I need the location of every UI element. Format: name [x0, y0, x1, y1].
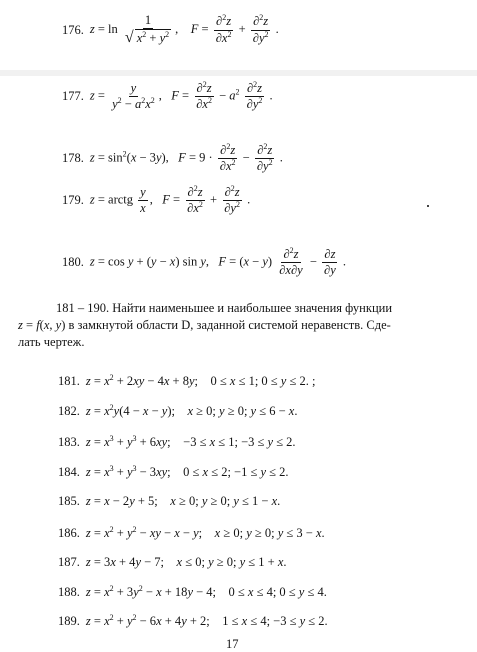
problem-number: 177.: [62, 89, 84, 104]
problem-number: 176.: [62, 22, 84, 37]
problem-183: [58, 435, 477, 450]
formula: z = cos y + (y − x) sin y, F = (x − y) $\frac{\partial^2z}{\partial x\partial y}$ − $\frac{\partial z}{\partial y}$ .: [89, 245, 347, 278]
formula: $z = x^2 + 3y^2 - x + 18y - 4$; 0 ≤ x ≤ 4; 0 ≤ y ≤ 4.: [85, 583, 327, 599]
problem-number: 186.: [58, 526, 80, 540]
problem-number: 188.: [58, 585, 80, 599]
task-line-2-text: в замкнутой области D, заданной системой неравенств. Сде-: [68, 318, 391, 332]
problem-187: [58, 555, 477, 570]
formula: z = 3x + 4y − 7; x ≤ 0; y ≥ 0; y ≤ 1 + x.: [85, 555, 287, 569]
problem-181: [58, 374, 477, 389]
problem-180: [62, 245, 477, 278]
scan-shadow: [0, 70, 477, 76]
formula: z = $\frac{y}{y^2 - a^2x^2}$ , F = $\frac{\partial^2z}{\partial x^2}$ − $a^2$ $\frac{\partial^2z}{\partial y^2}$ .: [89, 79, 273, 112]
problem-number: 189.: [58, 614, 80, 628]
task-paragraph: [18, 300, 458, 351]
formula: z = x − 2y + 5; x ≥ 0; y ≥ 0; y ≤ 1 − x.: [85, 494, 281, 508]
problem-188: [58, 585, 477, 600]
problem-177: [62, 79, 477, 112]
problem-182: [58, 404, 477, 419]
formula: z = ln $\frac{1}{√ x^2 + y^2}$ , F = $\frac{\partial^2z}{\partial x^2}$ + $\frac{\partial^2z}{\partial y^2}$ .: [89, 13, 279, 47]
problem-179: [62, 183, 477, 216]
problem-186: [58, 526, 477, 541]
page-number: 17: [226, 637, 239, 651]
problem-number: 182.: [58, 404, 80, 418]
problem-184: [58, 465, 477, 480]
problem-178: [62, 141, 477, 174]
task-line-3: лать чертеж.: [18, 335, 85, 349]
task-line-1: 181 – 190. Найти наименьшее и наибольшее значения функции: [56, 301, 393, 315]
formula: $z = x^2y(4 - x - y)$; x ≥ 0; y ≥ 0; y ≤ 6 − x.: [85, 402, 298, 418]
problem-number: 180.: [62, 255, 84, 270]
problem-189: [58, 614, 477, 629]
formula: z = arctg $\frac{y}{x}$ , F = $\frac{\partial^2z}{\partial x^2}$ + $\frac{\partial^2z}{\partial y^2}$ .: [89, 183, 251, 216]
problem-number: 185.: [58, 494, 80, 508]
problem-176: [62, 14, 477, 46]
problem-185: [58, 494, 477, 509]
formula: $z = x^2 + y^2$ − xy − x − y; x ≥ 0; y ≥ 0; y ≤ 3 − x.: [85, 524, 325, 540]
formula: $z = x^2 + 2xy - 4x + 8y$; 0 ≤ x ≤ 1; 0 ≤ y ≤ 2. ;: [85, 372, 316, 388]
formula: $z = x^2 + y^2 - 6x + 4y + 2$; 1 ≤ x ≤ 4; −3 ≤ y ≤ 2.: [85, 612, 328, 628]
task-line-2: z = f(x, y) в замкнутой области D, заданной системой неравенств. Сде-: [18, 318, 391, 332]
formula: $z = x^3 + y^3 + 6xy$; −3 ≤ x ≤ 1; −3 ≤ y ≤ 2.: [85, 433, 296, 449]
problem-number: 179.: [62, 193, 84, 208]
problem-number: 181.: [58, 374, 80, 388]
problem-number: 184.: [58, 465, 80, 479]
formula: $z = x^3 + y^3 - 3xy$; 0 ≤ x ≤ 2; −1 ≤ y ≤ 2.: [85, 463, 289, 479]
problem-number: 183.: [58, 435, 80, 449]
problem-number: 187.: [58, 555, 80, 569]
problem-number: 178.: [62, 151, 84, 166]
formula: $z = \sin^2(x - 3y)$, F = 9 · $\frac{\partial^2z}{\partial x^2}$ − $\frac{\partial^2z}{\partial y^2}$ .: [89, 141, 283, 174]
